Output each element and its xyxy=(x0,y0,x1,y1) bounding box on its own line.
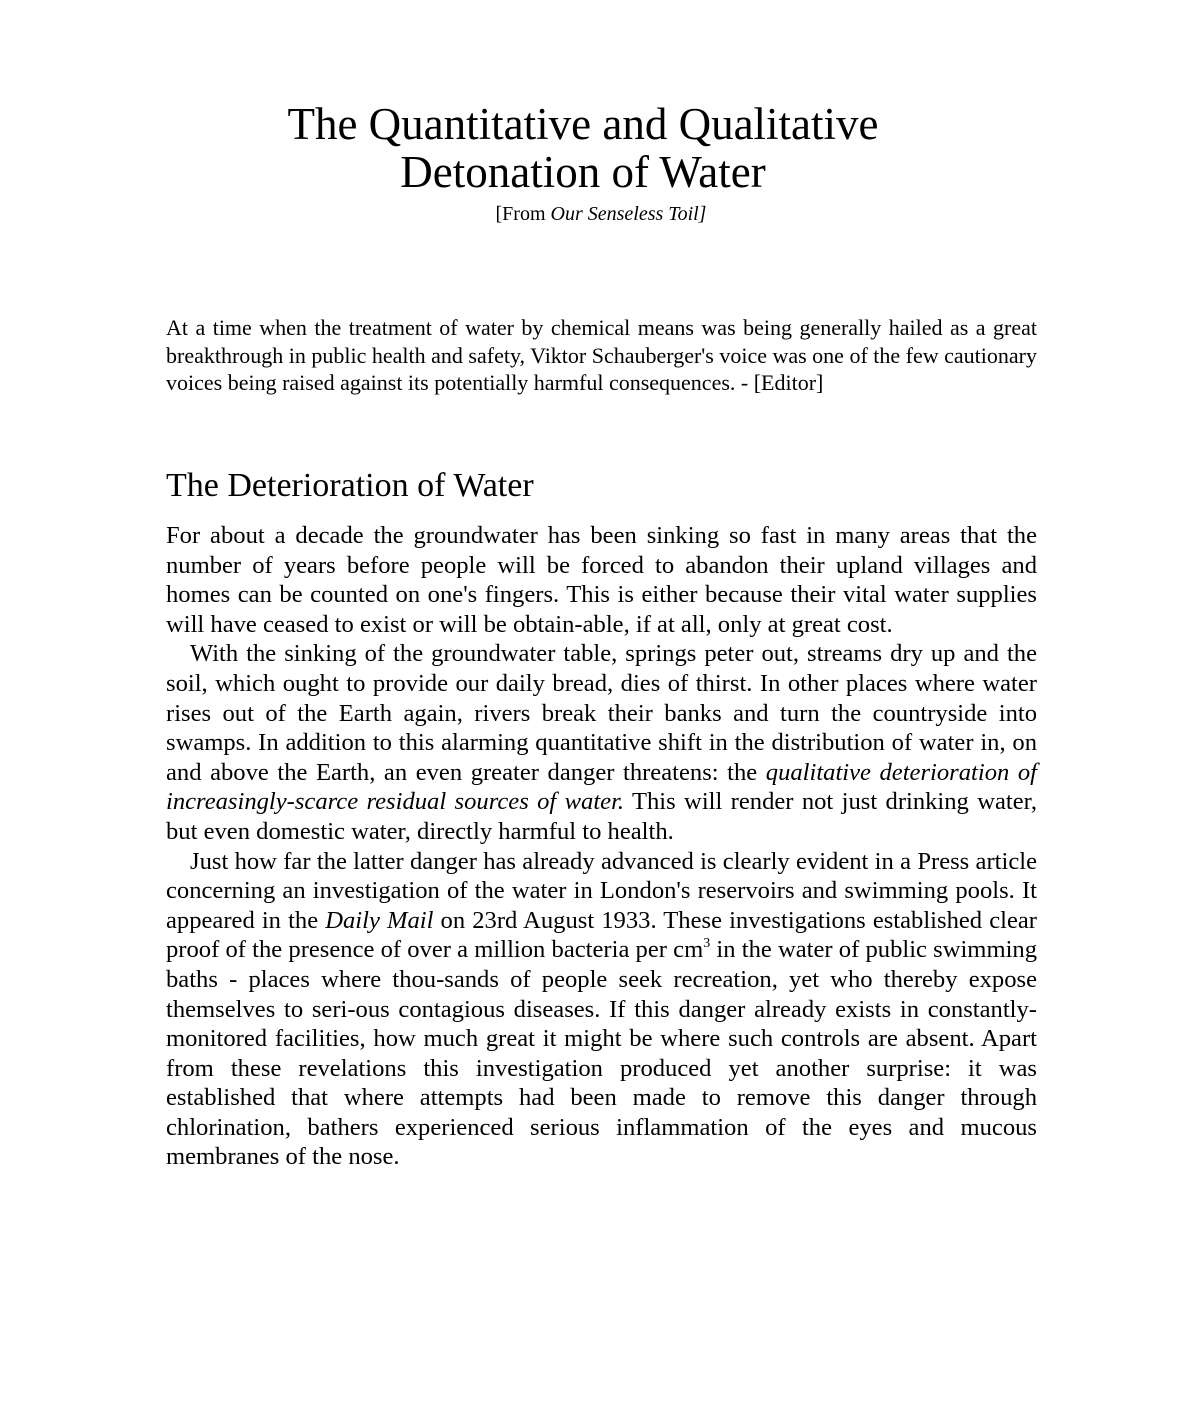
source-book-title: Our Senseless Toil] xyxy=(550,203,707,225)
paragraph-3 xyxy=(166,847,1037,1173)
newspaper-title: Daily Mail xyxy=(325,906,434,934)
paragraph-3-mid: on 23rd August 1933. These investigations established clear proof of the presence of over a million bacteria per cm xyxy=(166,906,1037,964)
title-line-2: Detonation of Water xyxy=(400,147,766,197)
body-text xyxy=(166,521,1037,1172)
paragraph-3-end: in the water of public swimming baths - places where thou-sands of people seek recreation, yet who thereby expose themselves to seri-ous contagious diseases. If this danger already exists in constantly-monitored facilities, how much great it might be where such controls are absent. Apart from these revelations this investigation produced yet another surprise: it was established that where attempts had been made to remove this danger through chlorination, bathers experienced serious inflammation of the eyes and mucous membranes of the nose. xyxy=(166,936,1037,1171)
editor-intro: At a time when the treatment of water by chemical means was being generally hailed as a great breakthrough in public health and safety, Viktor Schauberger's voice was one of the few cautionary voices being raised against its potentially harmful consequences. - [Editor] xyxy=(166,315,1037,395)
paragraph-3-start: Just how far the latter danger has already advanced is clearly evident in a Press article concerning an investigation of the water in London's reservoirs and swimming pools. It appeared in the xyxy=(166,847,1037,934)
paragraph-2-end: This will render not just drinking water, but even domestic water, directly harmful to health. xyxy=(166,788,1037,845)
superscript-3: 3 xyxy=(703,936,711,952)
paragraph-2-italic: qualitative deterioration of increasingly-scarce residual sources of water. xyxy=(166,758,1037,816)
paragraph-2 xyxy=(166,639,1037,846)
source-prefix: [From xyxy=(495,203,551,225)
source-citation xyxy=(0,202,1202,226)
title-line-1: The Quantitative and Qualitative xyxy=(287,99,879,149)
section-heading: The Deterioration of Water xyxy=(166,467,534,504)
paragraph-2-start: With the sinking of the groundwater table, springs peter out, streams dry up and the soil, which ought to provide our daily bread, dies of thirst. In other places where water rises out of the Earth again, rivers break their banks and turn the countryside into swamps. In addition to this alarming quantitative shift in the distribution of water in, on and above the Earth, an even greater danger threatens: the xyxy=(166,640,1037,786)
page-title xyxy=(0,100,1166,196)
paragraph-1: For about a decade the groundwater has been sinking so fast in many areas that the number of years before people will be forced to abandon their upland villages and homes can be counted on one's fingers. This is either because their vital water supplies will have ceased to exist or will be obtain-able, if at all, only at great cost. xyxy=(166,522,1037,638)
